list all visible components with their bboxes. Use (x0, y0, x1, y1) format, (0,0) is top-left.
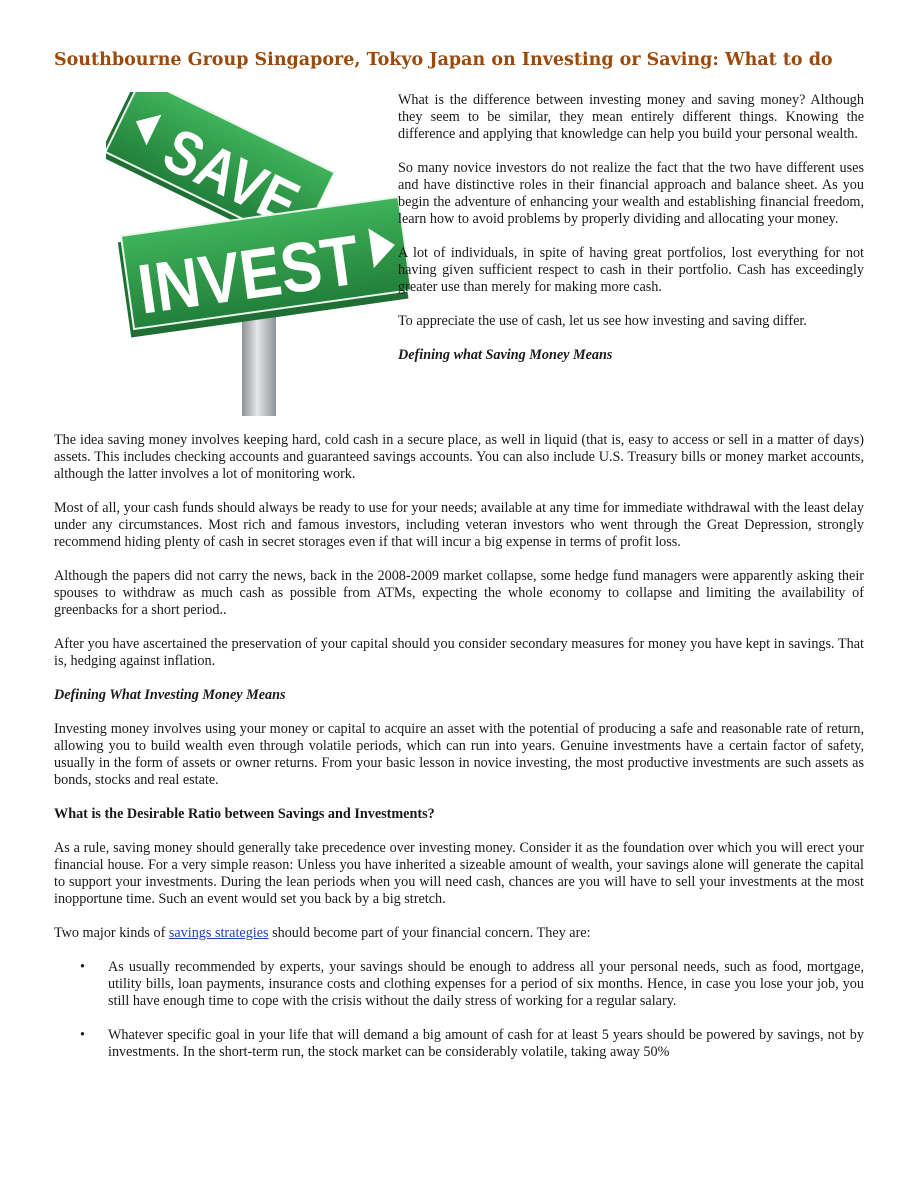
ratio-paragraph: As a rule, saving money should generally take precedence over investing money. Consider it as the foundation over which you will erect your financial house. For a very simple reason: Unless you have inherited a sizeable amount of wealth, your savings alone will generate the capital to support your investments. During the lean periods when you will need cash, chances are you will have to sell your investments at the most inopportune time. Such an event would set you back by a big stretch. (54, 840, 864, 907)
strategies-paragraph (54, 925, 864, 942)
bullet-icon: • (80, 959, 85, 975)
saving-paragraph: The idea saving money involves keeping hard, cold cash in a secure place, as well in liquid (that is, easy to access or sell in a matter of days) assets. This includes checking accounts and guaranteed savings accounts. You can also include U.S. Treasury bills or money market accounts, although the latter involves a lot of monitoring work. (54, 432, 864, 482)
investing-paragraph: Investing money involves using your money or capital to acquire an asset with the potential of producing a safe and reasonable rate of return, allowing you to build wealth even through volatile periods, which can run into years. Genuine investments have a certain factor of safety, usually in the form of assets or owner returns. From your basic lesson in novice investing, the most productive investments are such assets as bonds, stocks and real estate. (54, 721, 864, 788)
invest-sign (117, 197, 410, 338)
saving-paragraph: Although the papers did not carry the news, back in the 2008-2009 market collapse, some hedge fund managers were apparently asking their spouses to withdraw as much cash as possible from ATMs, expecting the whole economy to collapse and limiting the availability of greenbacks for a short period.. (54, 568, 864, 618)
save-sign-text: SAVE (153, 115, 331, 250)
intro-paragraph: To appreciate the use of cash, let us see how investing and saving differ. (398, 313, 807, 329)
save-invest-sign-image (106, 92, 410, 416)
investing-heading: Defining What Investing Money Means (54, 687, 286, 703)
intro-column (398, 92, 864, 381)
saving-paragraph: Most of all, your cash funds should always be ready to use for your needs; available at any time for immediate withdrawal with the least delay under any circumstances. Most rich and famous investors, including veteran investors who went through the Great Depression, strongly recommend hiding plenty of cash in secret storages even if that will incur a big expense in terms of profit loss. (54, 500, 864, 550)
list-item-text: As usually recommended by experts, your savings should be enough to address all your personal needs, such as food, mortgage, utility bills, loan payments, insurance costs and clothing expenses for a period of six months. Hence, in case you lose your job, you still have enough time to cope with the crisis without the daily stress of working for a regular salary. (108, 959, 864, 1009)
intro-paragraph: A lot of individuals, in spite of having great portfolios, lost everything for not having given sufficient respect to cash in their portfolio. Cash has exceedingly greater use than merely for making more cash. (398, 245, 864, 295)
intro-paragraph: What is the difference between investing money and saving money? Although they seem to be similar, they mean entirely different things. Knowing the difference and applying that knowledge can help you build your personal wealth. (398, 92, 864, 142)
page-title: Southbourne Group Singapore, Tokyo Japan on Investing or Saving: What to do (54, 50, 833, 70)
invest-sign-text: INVEST (133, 216, 395, 329)
list-item-text: Whatever specific goal in your life that will demand a big amount of cash for at least 5 years should be powered by savings, not by investments. In the short-term run, the stock market can be considerably volatile, taking away 50% (108, 1027, 864, 1060)
savings-strategies-link[interactable]: savings strategies (168, 925, 269, 941)
main-body (54, 432, 864, 1078)
ratio-heading: What is the Desirable Ratio between Savings and Investments? (54, 806, 435, 822)
strategies-list (54, 959, 864, 1061)
list-item (54, 1027, 864, 1061)
saving-heading: Defining what Saving Money Means (398, 347, 613, 363)
intro-paragraph: So many novice investors do not realize the fact that the two have different uses and have distinctive roles in their financial approach and balance sheet. As you begin the adventure of enhancing your wealth and establishing financial freedom, learn how to avoid problems by properly dividing and allocating your money. (398, 160, 864, 227)
strategies-text-before: Two major kinds of (54, 925, 169, 941)
list-item (54, 959, 864, 1010)
strategies-text-after: should become part of your financial concern. They are: (268, 925, 591, 941)
street-sign-illustration (106, 92, 410, 416)
bullet-icon: • (80, 1027, 85, 1043)
saving-paragraph: After you have ascertained the preservation of your capital should you consider secondary measures for money you have kept in savings. That is, hedging against inflation. (54, 636, 864, 669)
